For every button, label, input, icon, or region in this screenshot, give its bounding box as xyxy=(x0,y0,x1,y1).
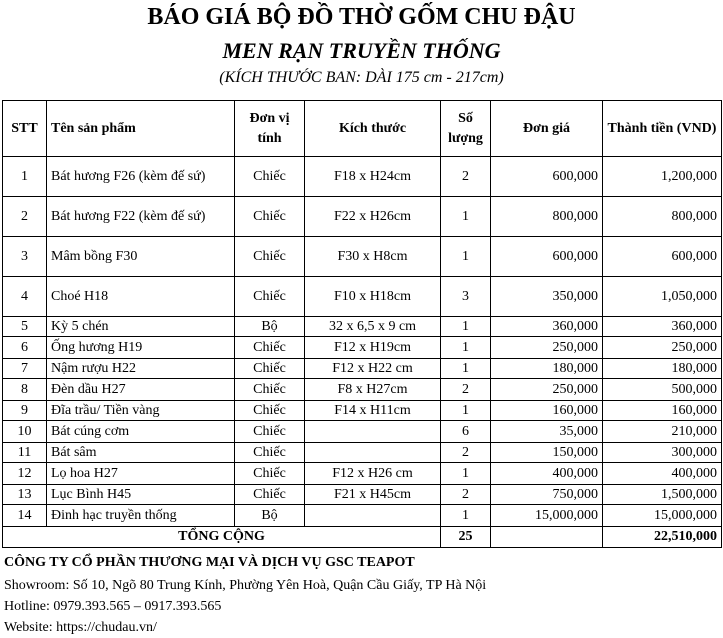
row-total: 210,000 xyxy=(603,421,722,443)
row-size xyxy=(305,505,441,527)
column-header-unit: Đơn vị tính xyxy=(235,101,305,157)
row-stt: 4 xyxy=(3,277,47,317)
row-size xyxy=(305,421,441,443)
row-size: 32 x 6,5 x 9 cm xyxy=(305,317,441,337)
row-unit-price: 750,000 xyxy=(491,485,603,505)
total-empty-cell xyxy=(491,527,603,548)
row-unit: Chiếc xyxy=(235,237,305,277)
row-quantity: 1 xyxy=(441,463,491,485)
row-size: F12 x H19cm xyxy=(305,337,441,359)
row-quantity: 3 xyxy=(441,277,491,317)
row-total: 15,000,000 xyxy=(603,505,722,527)
row-quantity: 2 xyxy=(441,443,491,463)
row-stt: 14 xyxy=(3,505,47,527)
row-stt: 8 xyxy=(3,379,47,401)
table-row xyxy=(3,197,722,237)
row-quantity: 2 xyxy=(441,379,491,401)
row-stt: 1 xyxy=(3,157,47,197)
column-header-product: Tên sản phẩm xyxy=(47,101,235,157)
row-size: F14 x H11cm xyxy=(305,401,441,421)
row-stt: 11 xyxy=(3,443,47,463)
total-amount: 22,510,000 xyxy=(603,527,722,548)
row-size: F12 x H26 cm xyxy=(305,463,441,485)
row-total: 180,000 xyxy=(603,359,722,379)
table-row xyxy=(3,359,722,379)
row-unit: Chiếc xyxy=(235,379,305,401)
table-row xyxy=(3,443,722,463)
row-product-name: Đèn dầu H27 xyxy=(47,379,235,401)
table-row xyxy=(3,485,722,505)
table-row xyxy=(3,157,722,197)
row-product-name: Đinh hạc truyền thống xyxy=(47,505,235,527)
row-product-name: Lọ hoa H27 xyxy=(47,463,235,485)
row-unit-price: 350,000 xyxy=(491,277,603,317)
row-unit-price: 250,000 xyxy=(491,379,603,401)
row-stt: 6 xyxy=(3,337,47,359)
document-subtitle: MEN RẠN TRUYỀN THỐNG xyxy=(222,38,501,63)
row-unit: Chiếc xyxy=(235,197,305,237)
row-total: 160,000 xyxy=(603,401,722,421)
row-quantity: 6 xyxy=(441,421,491,443)
table-row xyxy=(3,237,722,277)
hotline: Hotline: 0979.393.565 – 0917.393.565 xyxy=(4,599,222,614)
table-row xyxy=(3,401,722,421)
row-total: 400,000 xyxy=(603,463,722,485)
row-size xyxy=(305,443,441,463)
row-size: F30 x H8cm xyxy=(305,237,441,277)
row-unit: Chiếc xyxy=(235,401,305,421)
row-unit: Bộ xyxy=(235,505,305,527)
column-header-size: Kích thước xyxy=(305,101,441,157)
row-total: 1,500,000 xyxy=(603,485,722,505)
row-total: 500,000 xyxy=(603,379,722,401)
row-unit: Chiếc xyxy=(235,421,305,443)
table-row xyxy=(3,505,722,527)
row-stt: 5 xyxy=(3,317,47,337)
document-title: BÁO GIÁ BỘ ĐỒ THỜ GỐM CHU ĐẬU xyxy=(147,4,576,30)
row-stt: 10 xyxy=(3,421,47,443)
row-total: 1,200,000 xyxy=(603,157,722,197)
total-quantity: 25 xyxy=(441,527,491,548)
row-quantity: 1 xyxy=(441,505,491,527)
row-size: F12 x H22 cm xyxy=(305,359,441,379)
row-unit: Chiếc xyxy=(235,463,305,485)
table-row xyxy=(3,463,722,485)
row-size: F8 x H27cm xyxy=(305,379,441,401)
website: Website: https://chudau.vn/ xyxy=(4,620,157,635)
row-quantity: 1 xyxy=(441,237,491,277)
total-label: TỔNG CỘNG xyxy=(3,527,441,548)
column-header-total: Thành tiền (VND) xyxy=(603,101,722,157)
row-quantity: 1 xyxy=(441,401,491,421)
row-product-name: Nậm rượu H22 xyxy=(47,359,235,379)
row-stt: 9 xyxy=(3,401,47,421)
row-size: F22 x H26cm xyxy=(305,197,441,237)
row-total: 800,000 xyxy=(603,197,722,237)
row-unit-price: 250,000 xyxy=(491,337,603,359)
column-header-stt: STT xyxy=(3,101,47,157)
row-unit: Chiếc xyxy=(235,157,305,197)
column-header-quantity: Số lượng xyxy=(441,101,491,157)
row-unit-price: 15,000,000 xyxy=(491,505,603,527)
row-unit: Chiếc xyxy=(235,277,305,317)
row-product-name: Bát hương F26 (kèm đế sứ) xyxy=(47,157,235,197)
row-quantity: 1 xyxy=(441,317,491,337)
showroom-address: Showroom: Số 10, Ngõ 80 Trung Kính, Phường Yên Hoà, Quận Cầu Giấy, TP Hà Nội xyxy=(4,578,487,593)
row-product-name: Ống hương H19 xyxy=(47,337,235,359)
row-product-name: Bát hương F22 (kèm đế sứ) xyxy=(47,197,235,237)
row-unit-price: 150,000 xyxy=(491,443,603,463)
row-total: 250,000 xyxy=(603,337,722,359)
row-unit: Chiếc xyxy=(235,443,305,463)
row-product-name: Choé H18 xyxy=(47,277,235,317)
company-name: CÔNG TY CỔ PHẦN THƯƠNG MẠI VÀ DỊCH VỤ GSC TEAPOT xyxy=(4,555,415,570)
table-row xyxy=(3,317,722,337)
row-unit-price: 600,000 xyxy=(491,237,603,277)
row-size: F10 x H18cm xyxy=(305,277,441,317)
row-stt: 2 xyxy=(3,197,47,237)
column-header-unit-price: Đơn giá xyxy=(491,101,603,157)
row-stt: 7 xyxy=(3,359,47,379)
price-table xyxy=(2,100,722,548)
row-quantity: 2 xyxy=(441,485,491,505)
table-row xyxy=(3,379,722,401)
row-product-name: Kỳ 5 chén xyxy=(47,317,235,337)
row-total: 600,000 xyxy=(603,237,722,277)
row-quantity: 2 xyxy=(441,157,491,197)
row-size: F21 x H45cm xyxy=(305,485,441,505)
row-quantity: 1 xyxy=(441,337,491,359)
table-row xyxy=(3,337,722,359)
row-product-name: Lục Bình H45 xyxy=(47,485,235,505)
row-unit-price: 600,000 xyxy=(491,157,603,197)
row-product-name: Đĩa trầu/ Tiền vàng xyxy=(47,401,235,421)
row-total: 360,000 xyxy=(603,317,722,337)
row-unit-price: 360,000 xyxy=(491,317,603,337)
row-size: F18 x H24cm xyxy=(305,157,441,197)
row-unit: Chiếc xyxy=(235,485,305,505)
row-unit-price: 160,000 xyxy=(491,401,603,421)
table-row xyxy=(3,421,722,443)
row-quantity: 1 xyxy=(441,359,491,379)
row-unit: Chiếc xyxy=(235,359,305,379)
row-quantity: 1 xyxy=(441,197,491,237)
row-unit: Chiếc xyxy=(235,337,305,359)
row-unit-price: 35,000 xyxy=(491,421,603,443)
table-header-row xyxy=(3,101,722,157)
row-unit-price: 180,000 xyxy=(491,359,603,379)
total-row xyxy=(3,527,722,548)
row-total: 300,000 xyxy=(603,443,722,463)
row-product-name: Bát cúng cơm xyxy=(47,421,235,443)
row-stt: 13 xyxy=(3,485,47,505)
row-unit-price: 800,000 xyxy=(491,197,603,237)
row-stt: 12 xyxy=(3,463,47,485)
row-product-name: Bát sâm xyxy=(47,443,235,463)
size-note: (KÍCH THƯỚC BAN: DÀI 175 cm - 217cm) xyxy=(219,69,504,86)
row-unit-price: 400,000 xyxy=(491,463,603,485)
row-product-name: Mâm bồng F30 xyxy=(47,237,235,277)
row-total: 1,050,000 xyxy=(603,277,722,317)
row-unit: Bộ xyxy=(235,317,305,337)
table-row xyxy=(3,277,722,317)
row-stt: 3 xyxy=(3,237,47,277)
